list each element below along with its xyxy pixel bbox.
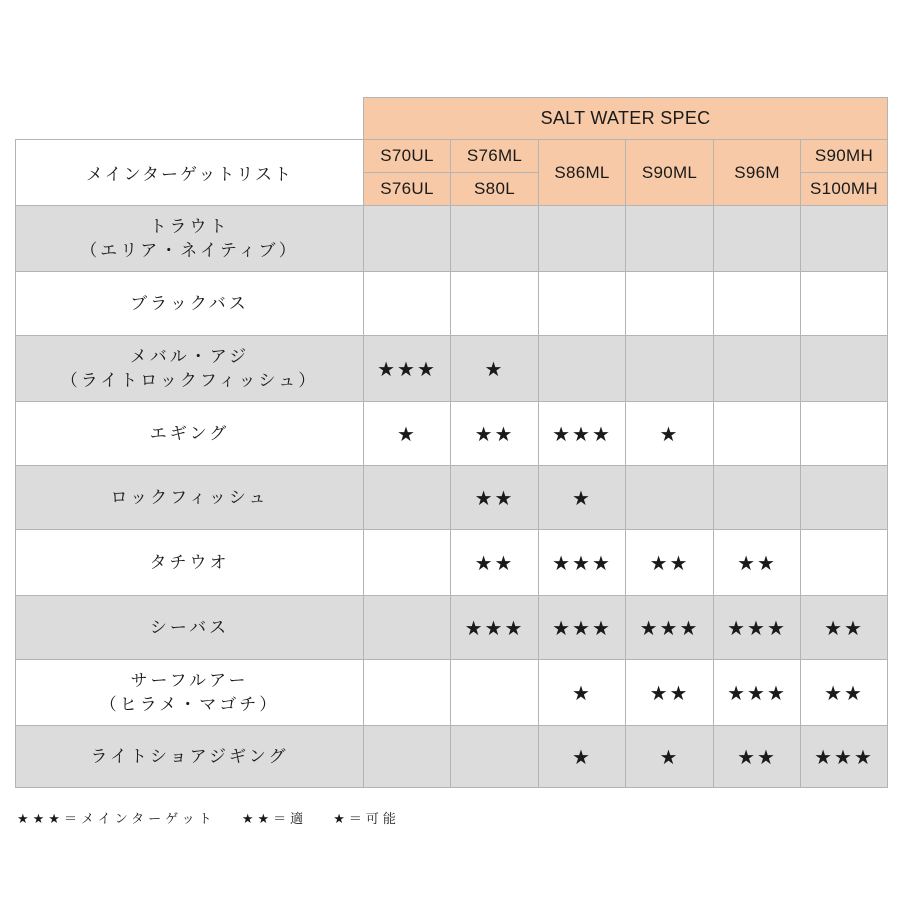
- rating-cell: [539, 272, 626, 336]
- rating-cell: ★★: [801, 660, 888, 726]
- table-row: [16, 596, 888, 660]
- rating-cell: ★: [451, 336, 539, 402]
- rating-cell: ★: [626, 726, 714, 788]
- model-s100mh: S100MH: [801, 173, 888, 206]
- target-name-cell: [16, 466, 364, 530]
- table-row: [16, 272, 888, 336]
- header-blank-cell: [16, 98, 364, 140]
- legend-main-target: ★★★＝メインターゲット: [17, 812, 216, 827]
- rating-cell: ★: [364, 402, 451, 466]
- rating-cell: ★★★: [451, 596, 539, 660]
- table-row: [16, 726, 888, 788]
- target-name: サーフルアー: [130, 670, 249, 691]
- target-name: トラウト: [149, 216, 230, 237]
- model-s90mh: S90MH: [801, 140, 888, 173]
- rating-cell: ★★★: [714, 596, 801, 660]
- rating-cell: [539, 336, 626, 402]
- rating-cell: [364, 596, 451, 660]
- rating-cell: [364, 726, 451, 788]
- rating-cell: ★★★: [364, 336, 451, 402]
- target-subname: （ライトロックフィッシュ）: [60, 370, 319, 391]
- rating-cell: ★: [539, 726, 626, 788]
- spec-table: [15, 97, 888, 788]
- rating-cell: ★★★: [714, 660, 801, 726]
- rating-cell: [364, 272, 451, 336]
- table-row: [16, 336, 888, 402]
- rating-cell: [364, 206, 451, 272]
- target-name-cell: [16, 530, 364, 596]
- rating-cell: ★★: [714, 726, 801, 788]
- target-name: ブラックバス: [130, 293, 249, 314]
- rating-cell: [714, 402, 801, 466]
- legend-possible: ★＝可能: [333, 812, 400, 827]
- rating-cell: ★: [626, 402, 714, 466]
- rating-cell: ★★: [714, 530, 801, 596]
- legend-suitable: ★★＝適: [241, 812, 308, 827]
- rating-cell: [801, 336, 888, 402]
- rating-cell: ★★★: [626, 596, 714, 660]
- target-name-cell: [16, 336, 364, 402]
- rating-cell: ★★★: [539, 530, 626, 596]
- model-s76ul: S76UL: [364, 173, 451, 206]
- rating-cell: ★★: [626, 530, 714, 596]
- rating-cell: ★★: [451, 466, 539, 530]
- rating-cell: [539, 206, 626, 272]
- rating-cell: [626, 466, 714, 530]
- rating-cell: ★: [539, 660, 626, 726]
- model-s96m: S96M: [714, 140, 801, 206]
- model-s76ml: S76ML: [451, 140, 539, 173]
- rating-cell: [714, 272, 801, 336]
- target-name: タチウオ: [149, 552, 230, 573]
- rating-cell: [801, 530, 888, 596]
- rating-cell: [364, 530, 451, 596]
- rating-cell: ★★★: [801, 726, 888, 788]
- rating-cell: [801, 466, 888, 530]
- rating-cell: [626, 206, 714, 272]
- target-name-cell: [16, 726, 364, 788]
- rating-cell: [451, 206, 539, 272]
- rating-cell: [714, 466, 801, 530]
- rating-cell: [801, 272, 888, 336]
- table-row: [16, 466, 888, 530]
- target-name: ロックフィッシュ: [110, 487, 269, 508]
- rating-cell: ★★★: [539, 596, 626, 660]
- model-s90ml: S90ML: [626, 140, 714, 206]
- target-name: エギング: [149, 423, 230, 444]
- target-subname: （エリア・ネイティブ）: [80, 240, 299, 261]
- table-row: [16, 530, 888, 596]
- rating-cell: [801, 206, 888, 272]
- target-name-cell: [16, 660, 364, 726]
- rating-cell: [714, 336, 801, 402]
- table-row: [16, 206, 888, 272]
- spec-title: SALT WATER SPEC: [364, 98, 888, 140]
- target-name: ライトショアジギング: [90, 746, 289, 767]
- rating-cell: [626, 272, 714, 336]
- legend: [17, 808, 418, 827]
- table-row: [16, 402, 888, 466]
- rating-cell: ★★: [451, 402, 539, 466]
- rating-cell: [801, 402, 888, 466]
- rating-cell: [451, 660, 539, 726]
- rating-cell: [451, 272, 539, 336]
- table-row: [16, 660, 888, 726]
- rating-cell: [626, 336, 714, 402]
- model-header-row-top: [16, 140, 888, 173]
- model-s70ul: S70UL: [364, 140, 451, 173]
- rating-cell: [451, 726, 539, 788]
- rating-cell: ★★★: [539, 402, 626, 466]
- target-name: メバル・アジ: [129, 346, 250, 367]
- rating-cell: [714, 206, 801, 272]
- model-s86ml: S86ML: [539, 140, 626, 206]
- target-name-cell: [16, 272, 364, 336]
- target-list-header: メインターゲットリスト: [16, 140, 364, 206]
- model-s80l: S80L: [451, 173, 539, 206]
- rating-cell: [364, 660, 451, 726]
- target-subname: （ヒラメ・マゴチ）: [99, 694, 280, 715]
- target-name-cell: [16, 402, 364, 466]
- rating-cell: ★★: [626, 660, 714, 726]
- target-name-cell: [16, 206, 364, 272]
- target-name-cell: [16, 596, 364, 660]
- rating-cell: ★★: [451, 530, 539, 596]
- target-name: シーバス: [149, 617, 230, 638]
- rating-cell: [364, 466, 451, 530]
- target-rows: [16, 206, 888, 788]
- spec-title-row: [16, 98, 888, 140]
- rating-cell: ★★: [801, 596, 888, 660]
- rating-cell: ★: [539, 466, 626, 530]
